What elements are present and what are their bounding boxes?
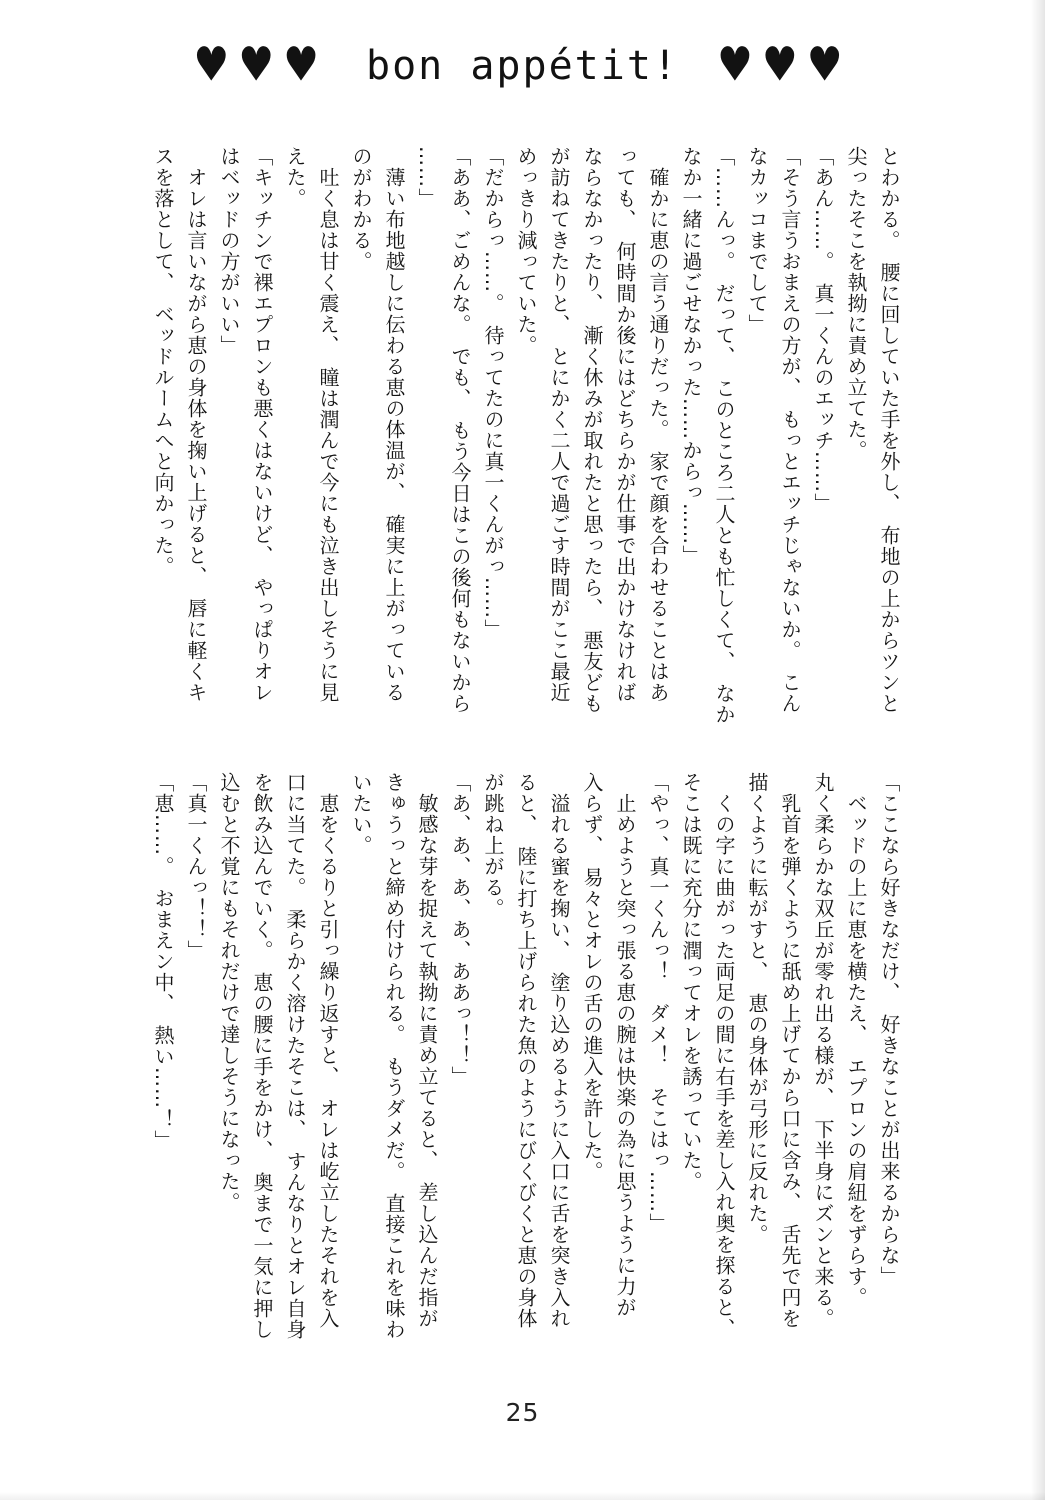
- text-column: 入らず、 易々とオレの舌の進入を許した。: [580, 772, 604, 1182]
- text-column: が訪ねてきたりと、 とにかく二人で過ごす時間がここ最近: [547, 146, 571, 703]
- text-column: はベッドの方がいい」: [217, 146, 241, 356]
- text-column: えた。: [283, 146, 307, 209]
- text-column: 「やっ、真一くんっ！ ダメ！ そこはっ……」: [646, 772, 670, 1234]
- hearts-right-icon: ♥♥♥: [716, 38, 852, 93]
- header-title: bon appétit!: [366, 43, 679, 89]
- text-column: 尖ったそこを執拗に責め立てた。: [844, 146, 868, 461]
- page-header: [0, 38, 1045, 93]
- text-column: 「そう言うおまえの方が、 もっとエッチじゃないか。 こん: [778, 146, 802, 714]
- text-column: 確かに恵の言う通りだった。 家で顔を合わせることはあ: [646, 146, 670, 703]
- text-column: 「あん……。 真一くんのエッチ……」: [811, 146, 835, 514]
- text-column: 「真一くんっ！！」: [184, 772, 208, 961]
- text-column: 「あ、あ、あ、あ、ああっ！！」: [448, 772, 472, 1087]
- text-column: 乳首を弾くように舐め上げてから口に含み、 舌先で円を: [778, 772, 802, 1329]
- text-column: 溢れる蜜を掬い、 塗り込めるように入口に舌を突き入れ: [547, 772, 571, 1329]
- text-column: めっきり減っていた。: [514, 146, 538, 356]
- text-column: 込むと不覚にもそれだけで達しそうになった。: [217, 772, 241, 1213]
- text-block-bottom: [146, 772, 905, 1412]
- text-column: が跳ね上がる。: [481, 772, 505, 919]
- text-column: 止めようと突っ張る恵の腕は快楽の為に思うように力が: [613, 772, 637, 1318]
- text-column: くの字に曲がった両足の間に右手を差し入れ奥を探ると、: [712, 772, 736, 1339]
- text-column: 恵をくるりと引っ繰り返すと、 オレは屹立したそれを入: [316, 772, 340, 1329]
- text-column: っても、 何時間か後にはどちらかが仕事で出かけなければ: [613, 146, 637, 703]
- text-column: 「……んっ。 だって、 このところ二人とも忙しくて、 なか: [712, 146, 736, 725]
- text-column: オレは言いながら恵の身体を掬い上げると、 唇に軽くキ: [184, 146, 208, 703]
- text-column: 吐く息は甘く震え、 瞳は潤んで今にも泣き出しそうに見: [316, 146, 340, 703]
- text-column: なカッコまでして」: [745, 146, 769, 335]
- text-column: 「ああ、ごめんな。 でも、 もう今日はこの後何もないから: [448, 146, 472, 714]
- text-column: 「恵……。 おまえン中、 熱い……！」: [151, 772, 175, 1151]
- text-column: 丸く柔らかな双丘が零れ出る様が、 下半身にズンと来る。: [811, 772, 835, 1329]
- text-column: ると、 陸に打ち上げられた魚のようにびくびくと恵の身体: [514, 772, 538, 1329]
- text-column: のがわかる。: [349, 146, 373, 272]
- text-column: 「だからっ……。 待ってたのに真一くんがっ……」: [481, 146, 505, 640]
- scan-edge-bottom: [0, 1492, 1045, 1500]
- text-column: ……」: [415, 146, 439, 209]
- text-column: ならなかったり、 漸く休みが取れたと思ったら、 悪友ども: [580, 146, 604, 714]
- text-block-top: [146, 146, 905, 762]
- text-column: そこは既に充分に潤ってオレを誘っていた。: [679, 772, 703, 1192]
- text-column: スを落として、 ベッドルームへと向かった。: [151, 146, 175, 577]
- text-column: 口に当てた。 柔らかく溶けたそこは、 すんなりとオレ自身: [283, 772, 307, 1340]
- scan-edge-right: [1031, 0, 1045, 1500]
- text-column: なか一緒に過ごせなかった……からっ……」: [679, 146, 703, 566]
- text-column: 「ここなら好きなだけ、 好きなことが出来るからな」: [877, 772, 901, 1287]
- text-column: きゅうっと締め付けられる。 もうダメだ。 直接これを味わ: [382, 772, 406, 1340]
- hearts-left-icon: ♥♥♥: [193, 38, 328, 93]
- text-column: とわかる。 腰に回していた手を外し、 布地の上からツンと: [877, 146, 901, 714]
- text-column: 描くように転がすと、 恵の身体が弓形に反れた。: [745, 772, 769, 1245]
- text-column: 「キッチンで裸エプロンも悪くはないけど、 やっぱりオレ: [250, 146, 274, 703]
- text-column: ベッドの上に恵を横たえ、 エプロンの肩紐をずらす。: [844, 772, 868, 1308]
- text-column: いたい。: [349, 772, 373, 856]
- text-column: 敏感な芽を捉えて執拗に責め立てると、 差し込んだ指が: [415, 772, 439, 1329]
- text-column: 薄い布地越しに伝わる恵の体温が、 確実に上がっている: [382, 146, 406, 703]
- text-column: を飲み込んでいく。 恵の腰に手をかけ、 奥まで一気に押し: [250, 772, 274, 1340]
- page-number: 25: [505, 1398, 540, 1427]
